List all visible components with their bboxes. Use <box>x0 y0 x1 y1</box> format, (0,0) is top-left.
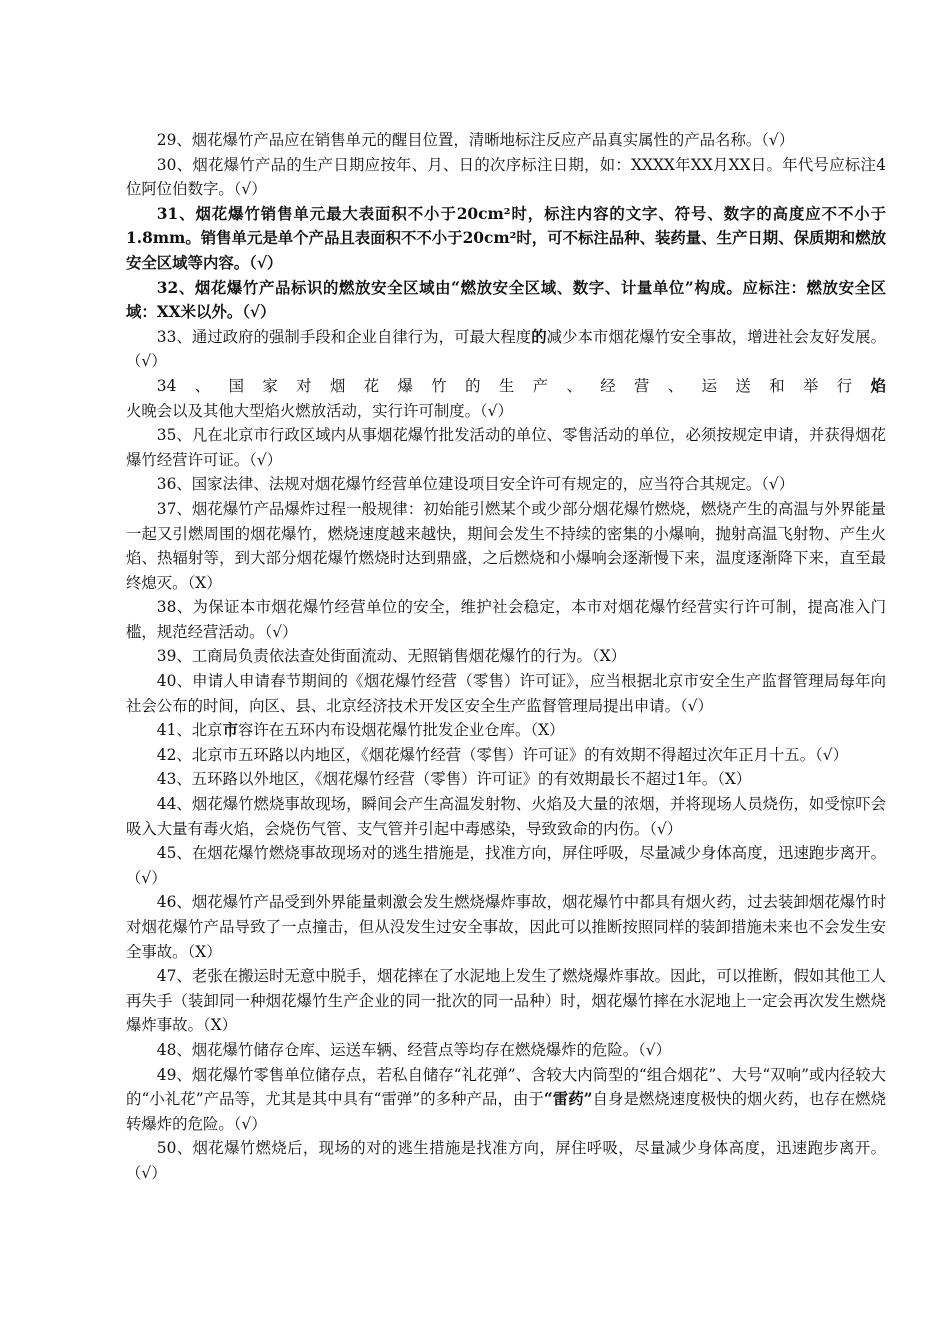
question-q29 <box>126 128 886 153</box>
question-q38 <box>126 595 886 644</box>
question-text: 火晚会以及其他大型焰火燃放活动，实行许可制度。（√） <box>126 401 513 420</box>
question-text: 减少本市烟花爆竹安全事故，增进社会友好发展。（√） <box>126 327 886 371</box>
question-text: 47、老张在搬运时无意中脱手，烟花摔在了水泥地上发生了燃烧爆炸事故。因此，可以推断，假如其他工人再失手（装卸同一种烟花爆竹生产企业的同一批次的同一品种）时，烟花爆竹摔在水泥地上一定会再次发生燃烧爆炸事故。（X） <box>126 967 886 1035</box>
question-q37 <box>126 497 886 595</box>
question-text: 42、北京市五环路以内地区，《烟花爆竹经营（零售）许可证》的有效期不得超过次年正月十五。（√） <box>156 745 848 764</box>
question-text: 32、烟花爆竹产品标识的燃放安全区域由“燃放安全区域、数字、计量单位”构成。应标注：燃放安全区域：XX米以外。（√） <box>126 278 886 322</box>
question-text: 38、为保证本市烟花爆竹经营单位的安全，维护社会稳定，本市对烟花爆竹经营实行许可制，提高准入门槛，规范经营活动。（√） <box>126 598 886 641</box>
question-text: 46、烟花爆竹产品受到外界能量刺激会发生燃烧爆炸事故，烟花爆竹中都具有烟火药，过去装卸烟花爆竹时对烟花爆竹产品导致了一点撞击，但从没发生过安全事故，因此可以推断按照同样的装卸措施未来也不会发生安全事故。（X） <box>126 893 886 961</box>
question-q34 <box>126 374 886 423</box>
question-text: 48、烟花爆竹储存仓库、运送车辆、经营点等均存在燃烧爆炸的危险。（√） <box>156 1040 671 1059</box>
document-page <box>126 128 886 1186</box>
question-text: 34、国家对烟花爆竹的生产、经营、运送和举行 <box>156 376 871 395</box>
question-text: 50、烟花爆竹燃烧后，现场的对的逃生措施是找准方向，屏住呼吸，尽量减少身体高度，迅速跑步离开。（√） <box>126 1139 886 1182</box>
question-text: 自身是燃烧速度极快的烟火药，也存在燃烧转爆炸的危险。（√） <box>126 1090 886 1133</box>
question-text: 35、凡在北京市行政区域内从事烟花爆竹批发活动的单位、零售活动的单位，必须按规定申请，并获得烟花爆竹经营许可证。（√） <box>126 426 886 469</box>
question-text: 的 <box>531 327 547 346</box>
question-q35 <box>126 423 886 472</box>
question-text: 31、烟花爆竹销售单元最大表面积不小于20cm²时，标注内容的文字、符号、数字的高度应不不小于1.8mm。销售单元是单个产品且表面积不不小于20cm²时，可不标注品种、装药量、生产日期、保质期和燃放安全区域等内容。（√） <box>126 204 886 272</box>
question-text: 市 <box>222 721 238 740</box>
question-text: 30、烟花爆竹产品的生产日期应按年、月、日的次序标注日期，如：XXXX年XX月XX日。年代号应标注4位阿位伯数字。（√） <box>126 155 886 199</box>
question-text: 45、在烟花爆竹燃烧事故现场对的逃生措施是，找准方向，屏住呼吸，尽量减少身体高度，迅速跑步离开。（√） <box>126 844 886 887</box>
question-q40 <box>126 669 886 718</box>
question-text: 41、北京 <box>156 721 223 740</box>
question-text: 40、申请人申请春节期间的《烟花爆竹经营（零售）许可证》，应当根据北京市安全生产监督管理局每年向社会公布的时间，向区、县、北京经济技术开发区安全生产监督管理局提出申请。（√） <box>126 672 886 715</box>
question-q30 <box>126 153 886 202</box>
question-q33 <box>126 325 886 374</box>
question-text: 36、国家法律、法规对烟花爆竹经营单位建设项目安全许可有规定的，应当符合其规定。（√） <box>156 475 795 494</box>
question-text: 43、五环路以外地区，《烟花爆竹经营（零售）许可证》的有效期最长不超过1年。（X） <box>156 770 752 789</box>
question-q31 <box>126 202 886 276</box>
question-text: 49、烟花爆竹零售单位储存点，若私自储存“礼花弹”、含较大内筒型的“组合烟花”、大号“双响”或内径较大的“小礼花”产品等，尤其是其中具有“雷弹”的多种产品，由于 <box>126 1065 886 1109</box>
question-q46 <box>126 890 886 964</box>
question-q41 <box>126 718 886 743</box>
question-q32 <box>126 276 886 325</box>
question-text: 37、烟花爆竹产品爆炸过程一般规律：初始能引燃某个或少部分烟花爆竹燃烧，燃烧产生的高温与外界能量一起又引燃周围的烟花爆竹，燃烧速度越来越快，期间会发生不持续的密集的小爆响，抛射高温飞射物、产生火焰、热辐射等，到大部分烟花爆竹燃烧时达到鼎盛，之后燃烧和小爆响会逐渐慢下来，温度逐渐降下来，直至最终熄灭。（X） <box>126 499 886 592</box>
question-q50 <box>126 1136 886 1185</box>
question-q47 <box>126 964 886 1038</box>
question-q48 <box>126 1038 886 1063</box>
question-text: 44、烟花爆竹燃烧事故现场，瞬间会产生高温发射物、火焰及大量的浓烟，并将现场人员烧伤，如受惊吓会吸入大量有毒火焰，会烧伤气管、支气管并引起中毒感染，导致致命的内伤。（√） <box>126 795 886 838</box>
question-text: 39、工商局负责依法查处街面流动、无照销售烟花爆竹的行为。（X） <box>156 647 626 666</box>
question-text: 29、烟花爆竹产品应在销售单元的醒目位置，清晰地标注反应产品真实属性的产品名称。（√） <box>156 131 795 149</box>
question-q36 <box>126 472 886 497</box>
question-text: 容许在五环内布设烟花爆竹批发企业仓库。（X） <box>237 721 565 740</box>
question-q39 <box>126 644 886 669</box>
question-text: 焰 <box>870 376 886 395</box>
question-q43 <box>126 767 886 792</box>
question-q44 <box>126 792 886 841</box>
question-text: 33、通过政府的强制手段和企业自律行为，可最大程度 <box>156 327 532 346</box>
question-text: “雷药” <box>543 1090 593 1109</box>
question-q45 <box>126 841 886 890</box>
question-q42 <box>126 743 886 768</box>
question-q49 <box>126 1063 886 1137</box>
